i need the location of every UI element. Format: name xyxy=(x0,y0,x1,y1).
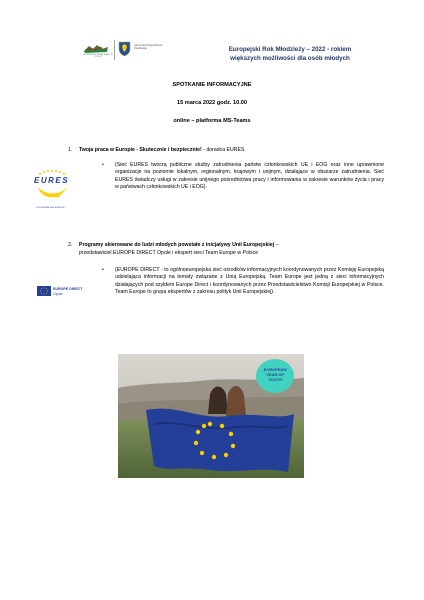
section-2-description: (EUROPE DIRECT - to ogólnoeuropejska sieć ośrodków informacyjnych koordynowanych przez Komisję Europejską udzielająca informacji na tematy związane z Unią Europejską. Team Europe jest jedną z sieci informacyjnych działających pod szyldem Europe Direct i koordynowanych przez Przedstawicielstwo Komisji Europejskiej w Polsce. Team Europe to grupa ekspertów z zakresu polityk Unii Europejskiej). xyxy=(115,267,384,296)
heading-line-1: Europejski Rok Młodzieży – 2022 - rokiem xyxy=(228,46,352,53)
europe-direct-logo-line-1: EUROPE DIRECT xyxy=(53,287,83,291)
section-2-heading xyxy=(79,242,409,249)
eures-logo-caption: TWOJA PRACA W EUROPIE xyxy=(36,207,65,209)
logo-divider xyxy=(114,40,115,60)
heading-line-2: większych możliwości dla osób młodych xyxy=(230,55,350,62)
eures-logo-text: EURES xyxy=(34,176,70,185)
badge-line-2: YEAR OF xyxy=(266,372,284,377)
european-year-of-youth-badge xyxy=(256,359,294,393)
badge-line-3: YOUTH xyxy=(268,377,282,382)
section-2-title: Programy skierowane do ludzi młodych powstałe z inicjatywy Unii Europejskiej xyxy=(79,242,275,248)
section-1-description: (Sieć EURES tworzą publiczne służby zatrudnienia państw członkowskich UE i EOG oraz inne uprawnione organizacje na poziomie lokalnym, regionalnym, krajowym i unijnym, działające w obszarze zatrudnienia. Sieć EURES świadczy usługi w zakresie unijnego pośrednictwa pracy i informowania w zakresie warunków życia i pracy w państwach członkowskich UE i EOG). xyxy=(115,162,384,191)
eu-flag-icon xyxy=(37,286,51,296)
section-2-subtitle: przedstawiciel EUROPE DIRECT Opole i ekspert sieci Team Europe w Polsce xyxy=(79,250,259,256)
badge-line-1: EUROPEAN xyxy=(263,367,287,372)
eures-logo-icon xyxy=(28,165,76,213)
meeting-date: 15 marca 2022 godz. 10.00 xyxy=(177,100,247,106)
eures-logo xyxy=(28,165,76,213)
section-1-speaker: - doradca EURES xyxy=(201,147,245,153)
wup-logo-caption: WOJEWÓDZKI URZĄD PRACY W OPOLU xyxy=(83,54,113,58)
europe-direct-logo xyxy=(37,286,83,300)
badge-text xyxy=(256,367,294,382)
europe-direct-logo-line-2: Opole xyxy=(53,292,63,296)
section-2-bullet: • xyxy=(102,267,104,273)
section-1-title: Twoja praca w Europie - Skutecznie i bezpiecznie! xyxy=(79,147,202,153)
meeting-platform: online – platforma MS-Teams xyxy=(173,118,251,124)
european-year-of-youth-photo xyxy=(118,354,304,478)
section-1-number: 1. xyxy=(68,147,73,153)
section-2-number: 2. xyxy=(68,242,73,248)
opole-crest-icon xyxy=(118,41,131,57)
section-2-title-suffix: – xyxy=(274,242,279,248)
section-1-bullet: • xyxy=(102,162,104,168)
meeting-title: SPOTKANIE INFORMACYJNE xyxy=(172,82,252,88)
page-heading xyxy=(200,45,380,63)
wup-opole-logo xyxy=(81,42,111,58)
section-1-heading xyxy=(79,147,399,154)
opole-region-text: Samorząd Województwa Opolskiego xyxy=(134,44,163,51)
